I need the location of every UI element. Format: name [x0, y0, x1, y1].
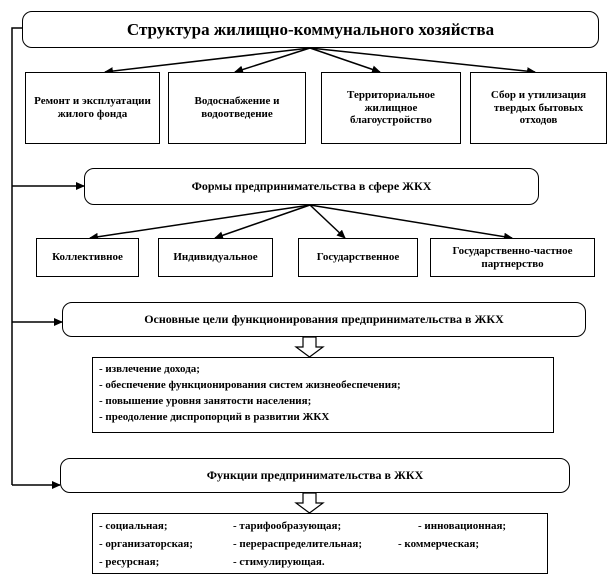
sector-box-2 — [168, 72, 306, 144]
arrow-to-sector-2 — [235, 48, 310, 72]
function-item-6: - коммерческая; — [398, 538, 479, 550]
form-label-4: Государственно-частное партнерство — [452, 244, 573, 270]
sector-label-1: Ремонт и эксплуатации жилого фонда — [34, 95, 151, 120]
functions-list-box — [92, 513, 548, 574]
form-label-3: Государственное — [316, 251, 400, 264]
goal-item-2: - обеспечение функционирования систем жизнеобеспечения; — [99, 378, 401, 391]
arrow-to-form-2 — [215, 205, 310, 238]
goals-list-box — [92, 357, 554, 433]
functions-heading: Функции предпринимательства в ЖКХ — [206, 467, 424, 482]
form-label-2: Индивидуальное — [173, 251, 258, 264]
block-arrow-functions — [296, 493, 323, 513]
left-trunk-line — [12, 28, 22, 485]
structure-title-box — [22, 11, 599, 48]
function-item-8: - стимулирующая. — [233, 556, 325, 568]
function-item-4: - организаторская; — [99, 538, 193, 550]
structure-title: Структура жилищно-коммунального хозяйства — [126, 19, 495, 39]
sector-label-4: Сбор и утилизация твердых бытовых отходов — [490, 89, 587, 127]
function-item-2: - тарифообразующая; — [233, 520, 342, 532]
block-arrow-goals — [296, 337, 323, 357]
form-box-4 — [430, 238, 595, 277]
functions-heading-box — [60, 458, 570, 493]
goal-item-1: - извлечение дохода; — [99, 363, 200, 375]
goals-heading: Основные цели функционирования предпринимательства в ЖКХ — [144, 311, 504, 326]
sector-box-1 — [25, 72, 160, 144]
form-box-2 — [158, 238, 273, 277]
sector-box-3 — [321, 72, 461, 144]
goal-item-3: - повышение уровня занятости населения; — [99, 394, 312, 407]
sector-label-2: Водоснабжение и водоотведение — [194, 95, 280, 120]
forms-heading: Формы предпринимательства в сфере ЖКХ — [191, 178, 432, 193]
forms-heading-box — [84, 168, 539, 205]
form-label-1: Коллективное — [52, 251, 123, 264]
function-item-5: - перераспределительная; — [233, 538, 363, 550]
form-box-3 — [298, 238, 418, 277]
sector-box-4 — [470, 72, 607, 144]
function-item-1: - социальная; — [99, 520, 168, 532]
arrow-to-sector-1 — [105, 48, 310, 72]
goal-item-4: - преодоление диспропорций в развитии ЖКХ — [99, 410, 330, 423]
function-item-7: - ресурсная; — [99, 556, 160, 568]
function-item-3: - инновационная; — [418, 520, 507, 532]
arrow-to-form-1 — [90, 205, 310, 238]
sector-label-3: Территориальное жилищное благоустройство — [347, 89, 435, 127]
goals-heading-box — [62, 302, 586, 337]
form-box-1 — [36, 238, 139, 277]
